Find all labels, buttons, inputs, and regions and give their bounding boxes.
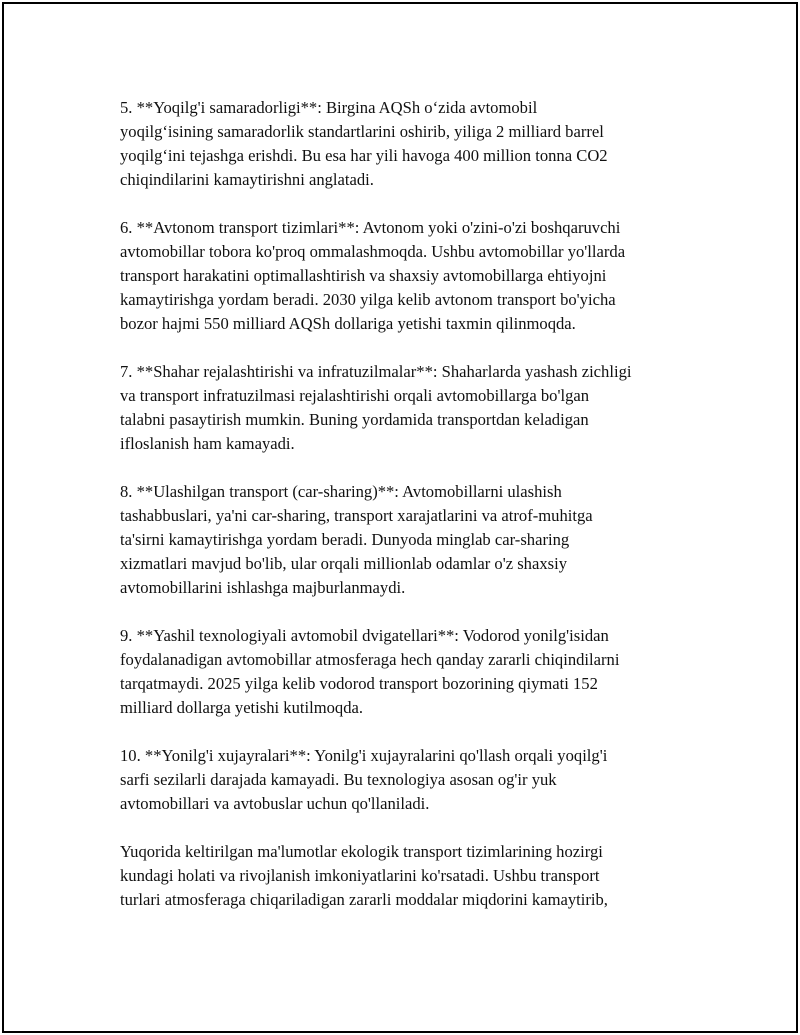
text-line: tarqatmaydi. 2025 yilga kelib vodorod transport bozorining qiymati 152: [120, 674, 598, 693]
text-line: avtomobillar tobora ko'proq ommalashmoqda. Ushbu avtomobillar yo'llarda: [120, 242, 626, 261]
page-frame: [2, 2, 798, 1033]
text-line: 9. **Yashil texnologiyali avtomobil dvigatellari**: Vodorod yonilg'isidan: [120, 626, 609, 645]
paragraph-conclusion: [120, 840, 692, 912]
paragraph-green-engines: [120, 624, 692, 720]
paragraph-autonomous-transport: [120, 216, 692, 336]
document-body: [120, 96, 692, 936]
text-line: yoqilgʻisining samaradorlik standartlarini oshirib, yiliga 2 milliard barrel: [120, 122, 604, 141]
text-line: 8. **Ulashilgan transport (car-sharing)**: Avtomobillarni ulashish: [120, 482, 562, 501]
text-line: transport harakatini optimallashtirish va shaxsiy avtomobillarga ehtiyojni: [120, 266, 607, 285]
text-line: 6. **Avtonom transport tizimlari**: Avtonom yoki o'zini-o'zi boshqaruvchi: [120, 218, 621, 237]
text-line: avtomobillari va avtobuslar uchun qo'llaniladi.: [120, 794, 430, 813]
text-line: foydalanadigan avtomobillar atmosferaga hech qanday zararli chiqindilarni: [120, 650, 620, 669]
text-line: talabni pasaytirish mumkin. Buning yordamida transportdan keladigan: [120, 410, 589, 429]
paragraph-urban-planning: [120, 360, 692, 456]
text-line: kamaytirishga yordam beradi. 2030 yilga kelib avtonom transport bo'yicha: [120, 290, 616, 309]
text-line: ifloslanish ham kamayadi.: [120, 434, 295, 453]
text-line: xizmatlari mavjud bo'lib, ular orqali millionlab odamlar o'z shaxsiy: [120, 554, 567, 573]
text-line: chiqindilarini kamaytirishni anglatadi.: [120, 170, 374, 189]
text-line: Yuqorida keltirilgan ma'lumotlar ekologik transport tizimlarining hozirgi: [120, 842, 603, 861]
text-line: kundagi holati va rivojlanish imkoniyatlarini ko'rsatadi. Ushbu transport: [120, 866, 600, 885]
text-line: 7. **Shahar rejalashtirishi va infratuzilmalar**: Shaharlarda yashash zichligi: [120, 362, 632, 381]
text-line: tashabbuslari, ya'ni car-sharing, transport xarajatlarini va atrof-muhitga: [120, 506, 593, 525]
text-line: sarfi sezilarli darajada kamayadi. Bu texnologiya asosan og'ir yuk: [120, 770, 557, 789]
text-line: turlari atmosferaga chiqariladigan zararli moddalar miqdorini kamaytirib,: [120, 890, 608, 909]
text-line: 10. **Yonilg'i xujayralari**: Yonilg'i xujayralarini qo'llash orqali yoqilg'i: [120, 746, 608, 765]
text-line: milliard dollarga yetishi kutilmoqda.: [120, 698, 364, 717]
text-line: avtomobillarini ishlashga majburlanmaydi.: [120, 578, 406, 597]
text-line: yoqilgʻini tejashga erishdi. Bu esa har yili havoga 400 million tonna CO2: [120, 146, 608, 165]
paragraph-car-sharing: [120, 480, 692, 600]
text-line: 5. **Yoqilg'i samaradorligi**: Birgina AQSh oʻzida avtomobil: [120, 98, 538, 117]
paragraph-fuel-efficiency: [120, 96, 692, 192]
text-line: ta'sirni kamaytirishga yordam beradi. Dunyoda minglab car-sharing: [120, 530, 570, 549]
text-line: bozor hajmi 550 milliard AQSh dollariga yetishi taxmin qilinmoqda.: [120, 314, 576, 333]
text-line: va transport infratuzilmasi rejalashtirishi orqali avtomobillarga bo'lgan: [120, 386, 590, 405]
paragraph-fuel-cells: [120, 744, 692, 816]
